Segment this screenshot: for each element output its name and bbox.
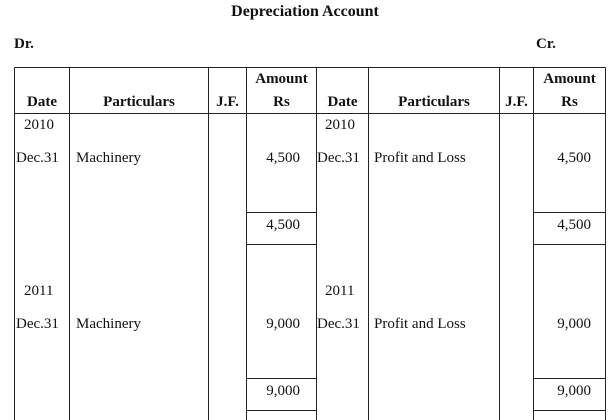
credit-date-2011: Dec.31 [317, 316, 360, 332]
credit-amount-2011: 9,000 [557, 316, 591, 332]
credit-total-2011: 9,000 [557, 383, 591, 399]
credit-amount-2010: 4,500 [557, 150, 591, 166]
debit-date-header: Date [27, 94, 57, 110]
credit-amount-unit: Rs [561, 94, 578, 110]
debit-year-2010: 2010 [24, 117, 54, 133]
debit-date-2010: Dec.31 [16, 150, 59, 166]
debit-amount-2011: 9,000 [266, 316, 300, 332]
debit-jf-header: J.F. [216, 94, 239, 110]
debit-total-2011: 9,000 [266, 383, 300, 399]
credit-side-label: Cr. [536, 36, 556, 52]
credit-jf-header: J.F. [505, 94, 528, 110]
credit-year-2010: 2010 [325, 117, 355, 133]
debit-date-2011: Dec.31 [16, 316, 59, 332]
credit-total-2010: 4,500 [557, 217, 591, 233]
debit-particulars-2010: Machinery [76, 150, 141, 166]
credit-year-2011: 2011 [325, 283, 355, 299]
debit-particulars-header: Particulars [103, 94, 175, 110]
debit-amount-header: Amount [255, 71, 308, 87]
debit-amount-2010: 4,500 [266, 150, 300, 166]
account-title: Depreciation Account [231, 3, 379, 20]
debit-side-label: Dr. [14, 36, 34, 52]
debit-year-2011: 2011 [24, 283, 54, 299]
debit-particulars-2011: Machinery [76, 316, 141, 332]
credit-particulars-2010: Profit and Loss [374, 150, 466, 166]
credit-date-2010: Dec.31 [317, 150, 360, 166]
credit-particulars-2011: Profit and Loss [374, 316, 466, 332]
credit-date-header: Date [327, 94, 358, 110]
debit-total-2010: 4,500 [266, 217, 300, 233]
credit-amount-header: Amount [543, 71, 596, 87]
debit-amount-unit: Rs [273, 94, 290, 110]
credit-particulars-header: Particulars [398, 94, 470, 110]
